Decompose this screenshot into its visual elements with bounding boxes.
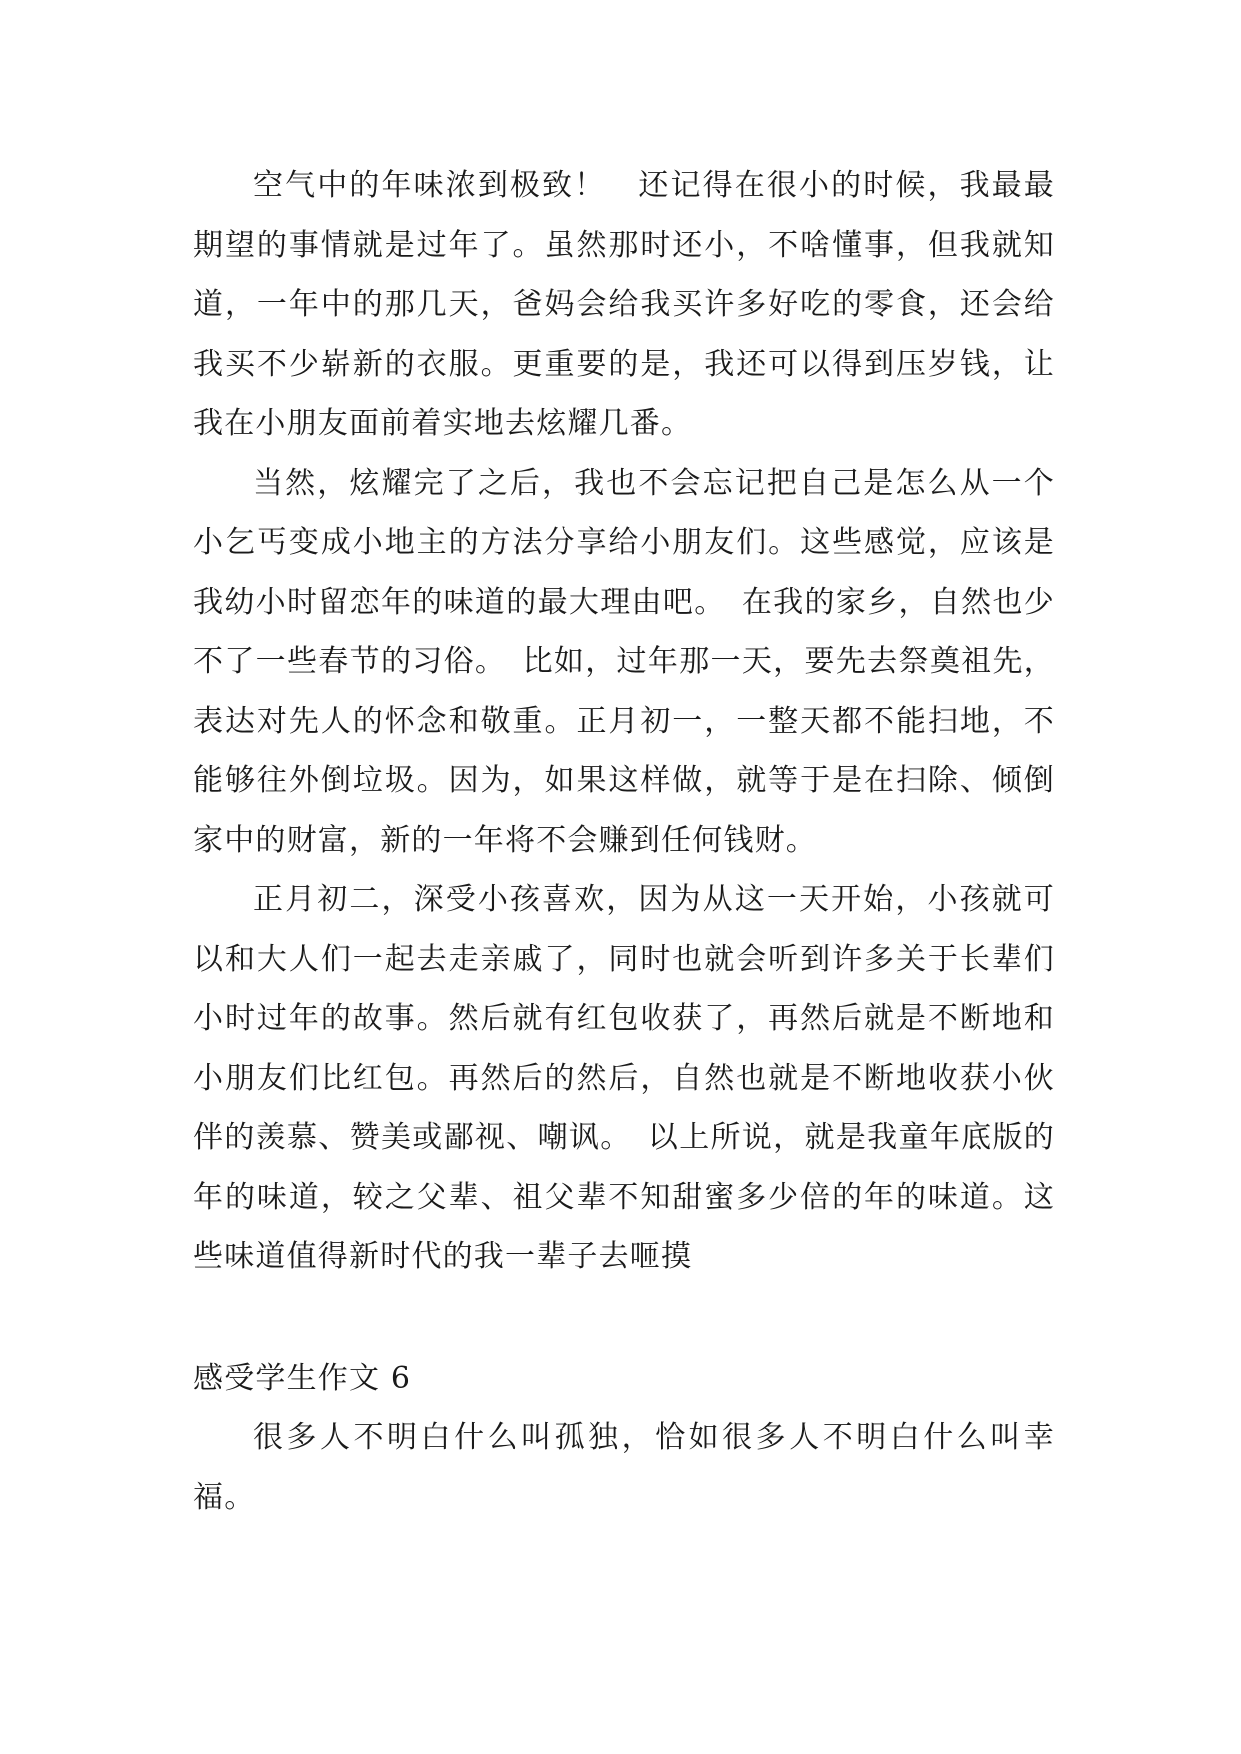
- section-paragraph: 很多人不明白什么叫孤独，恰如很多人不明白什么叫幸福。: [193, 1420, 1055, 1515]
- document-page: [193, 156, 1055, 1527]
- paragraph-2: 当然，炫耀完了之后，我也不会忘记把自己是怎么从一个小乞丐变成小地主的方法分享给小朋友们。这些感觉，应该是我幼小时留恋年的味道的最大理由吧。 在我的家乡，自然也少不了一些春节的习俗。 比如，过年那一天，要先去祭奠祖先，表达对先人的怀念和敬重。正月初一，一整天都不能扫地，不能够往外倒垃圾。因为，如果这样做，就等于是在扫除、倾倒家中的财富，新的一年将不会赚到任何钱财。: [193, 465, 1055, 858]
- paragraph-3: 正月初二，深受小孩喜欢，因为从这一天开始，小孩就可以和大人们一起去走亲戚了，同时也就会听到许多关于长辈们小时过年的故事。然后就有红包收获了，再然后就是不断地和小朋友们比红包。再然后的然后，自然也就是不断地收获小伙伴的羡慕、赞美或鄙视、嘲讽。 以上所说，就是我童年底版的年的味道，较之父辈、祖父辈不知甜蜜多少倍的年的味道。这些味道值得新时代的我一辈子去咂摸: [193, 882, 1055, 1274]
- section-heading: 感受学生作文 6: [193, 1360, 412, 1396]
- paragraph-1: 空气中的年味浓到极致！ 还记得在很小的时候，我最最期望的事情就是过年了。虽然那时还小，不啥懂事，但我就知道，一年中的那几天，爸妈会给我买许多好吃的零食，还会给我买不少崭新的衣服。更重要的是，我还可以得到压岁钱，让我在小朋友面前着实地去炫耀几番。: [193, 168, 1055, 441]
